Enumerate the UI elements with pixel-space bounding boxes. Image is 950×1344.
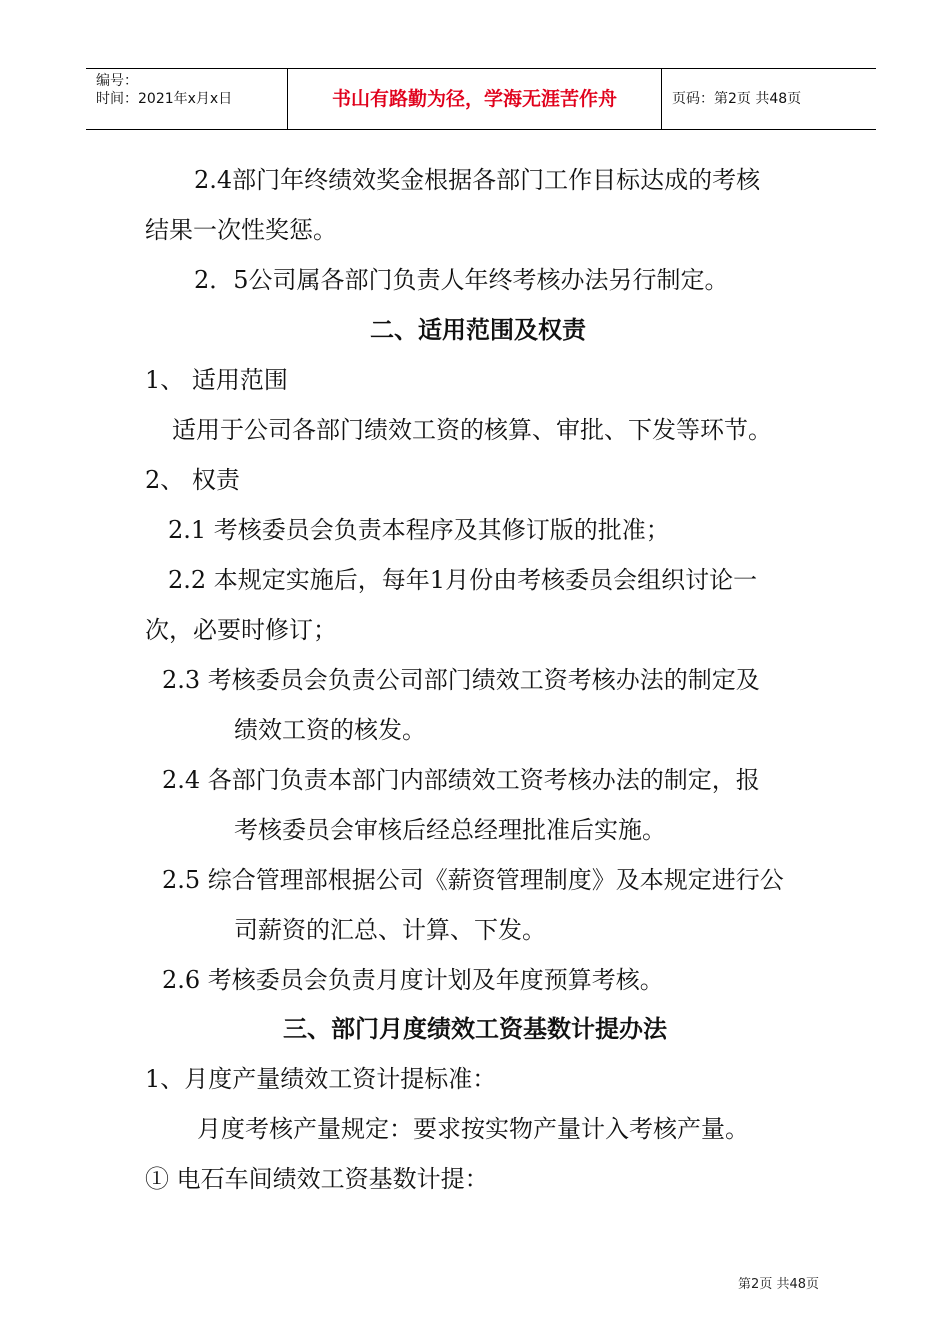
- responsibility-2-2-line2: 次，必要时修订；: [145, 616, 337, 644]
- scope-title: 1、 适用范围: [145, 366, 288, 394]
- responsibility-2-5-line1: 2.5 综合管理部根据公司《薪资管理制度》及本规定进行公: [162, 866, 784, 894]
- subsection-3-1-item-1: ① 电石车间绩效工资基数计提：: [145, 1165, 489, 1193]
- paragraph-2-5: 2．5公司属各部门负责人年终考核办法另行制定。: [194, 266, 729, 294]
- header-page-info: 页码：第2页 共48页: [672, 91, 802, 107]
- scope-text: 适用于公司各部门绩效工资的核算、审批、下发等环节。: [172, 416, 772, 444]
- paragraph-2-4-line2: 结果一次性奖惩。: [145, 216, 337, 244]
- responsibility-2-4-line1: 2.4 各部门负责本部门内部绩效工资考核办法的制定，报: [162, 766, 760, 794]
- responsibility-2-2-line1: 2.2 本规定实施后，每年1月份由考核委员会组织讨论一: [168, 566, 758, 594]
- subsection-3-1-title: 1、月度产量绩效工资计提标准：: [145, 1065, 497, 1093]
- document-date: 时间：2021年x月x日: [96, 91, 233, 107]
- paragraph-2-4-line1: 2.4部门年终绩效奖金根据各部门工作目标达成的考核: [194, 166, 761, 194]
- section-heading-2: 二、适用范围及权责: [370, 316, 586, 344]
- section-heading-3: 三、部门月度绩效工资基数计提办法: [283, 1015, 667, 1043]
- header-meta: [86, 69, 288, 129]
- subsection-3-1-text: 月度考核产量规定：要求按实物产量计入考核产量。: [197, 1115, 749, 1143]
- responsibility-2-5-line2: 司薪资的汇总、计算、下发。: [234, 916, 546, 944]
- page-footer: 第2页 共48页: [738, 1277, 819, 1292]
- responsibility-2-3-line1: 2.3 考核委员会负责公司部门绩效工资考核办法的制定及: [162, 666, 760, 694]
- header-motto: 书山有路勤为径，学海无涯苦作舟: [288, 69, 662, 129]
- responsibility-2-3-line2: 绩效工资的核发。: [234, 716, 426, 744]
- page-header: [86, 68, 876, 130]
- document-number-label: 编号：: [96, 73, 138, 89]
- responsibility-2-6: 2.6 考核委员会负责月度计划及年度预算考核。: [162, 966, 664, 994]
- responsibility-title: 2、 权责: [145, 466, 240, 494]
- responsibility-2-4-line2: 考核委员会审核后经总经理批准后实施。: [234, 816, 666, 844]
- responsibility-2-1: 2.1 考核委员会负责本程序及其修订版的批准；: [168, 516, 670, 544]
